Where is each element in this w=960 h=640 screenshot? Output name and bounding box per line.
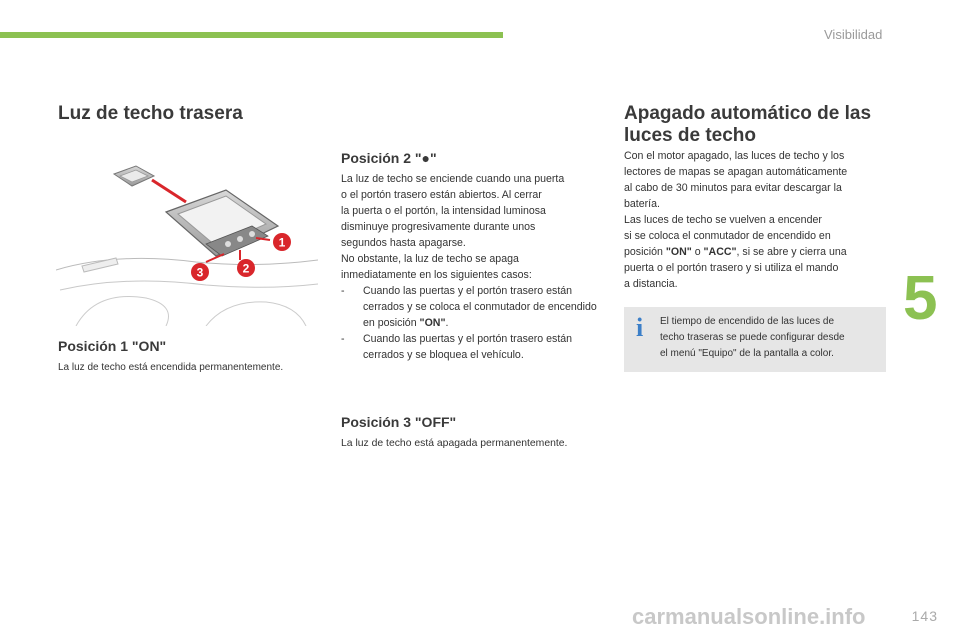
auto-off-line: lectores de mapas se apagan automáticamente [624, 166, 848, 178]
position-2-line: segundos hasta apagarse. [341, 237, 466, 249]
position-2-line: inmediatamente en los siguientes casos: [341, 269, 532, 281]
bullet-text: Cuando las puertas y el portón trasero están cerrados y se coloca el conmutador de encendido en posición "ON". [363, 285, 597, 329]
callout-3 [191, 263, 209, 281]
bullet-dash: - [341, 285, 345, 297]
position-3-text: La luz de techo está apagada permanentemente. [341, 438, 568, 449]
auto-off-body [624, 148, 886, 292]
svg-text:1: 1 [278, 235, 286, 250]
header-green-bar [0, 32, 503, 38]
section-label: Visibilidad [824, 27, 883, 42]
callout-1 [273, 233, 291, 251]
bullet-item [341, 283, 603, 331]
auto-off-line: si se coloca el conmutador de encendido en [624, 230, 831, 242]
position-2-line: No obstante, la luz de techo se apaga [341, 253, 519, 265]
bullet-item [341, 331, 603, 363]
info-note-text: El tiempo de encendido de las luces de techo traseras se puede configurar desde el menú "Equipo" de la pantalla a color. [660, 316, 845, 359]
svg-text:2: 2 [242, 261, 250, 276]
rear-dome-light-illustration [56, 140, 318, 326]
position-2-line: la puerta o el portón, la intensidad luminosa [341, 205, 546, 217]
info-icon: i [636, 313, 644, 342]
chapter-number: 5 [903, 264, 938, 333]
info-note-box [624, 307, 886, 372]
position-2-line: La luz de techo se enciende cuando una puerta [341, 173, 565, 185]
section-title-auto-off: Apagado automático de las luces de techo [624, 103, 872, 146]
bullet-text: Cuando las puertas y el portón trasero están cerrados y se bloquea el vehículo. [363, 333, 573, 361]
auto-off-line: Las luces de techo se vuelven a encender [624, 214, 822, 226]
position-2-heading: Posición 2 "●" [341, 150, 437, 166]
position-1-heading: Posición 1 "ON" [58, 338, 167, 354]
svg-text:3: 3 [196, 265, 204, 280]
bullet-dash: - [341, 333, 345, 345]
position-3-heading: Posición 3 "OFF" [341, 414, 457, 430]
position-2-line: o el portón trasero están abiertos. Al cerrar [341, 189, 542, 201]
auto-off-line: posición "ON" o "ACC", si se abre y cierra una [624, 246, 847, 258]
auto-off-line: al cabo de 30 minutos para evitar descargar la [624, 182, 842, 194]
watermark: carmanualsonline.info [632, 604, 866, 629]
auto-off-line: Con el motor apagado, las luces de techo y los [624, 150, 845, 162]
position-2-line: disminuye progresivamente durante unos [341, 221, 536, 233]
callout-2 [237, 259, 255, 277]
position-1-text: La luz de techo está encendida permanentemente. [58, 362, 284, 373]
page-number: 143 [911, 608, 938, 624]
position-2-body [341, 171, 603, 363]
auto-off-line: puerta o el portón trasero y si utiliza el mando [624, 262, 839, 274]
section-title-rear-light: Luz de techo trasera [58, 103, 243, 124]
auto-off-line: a distancia. [624, 278, 678, 290]
auto-off-line: batería. [624, 198, 660, 210]
